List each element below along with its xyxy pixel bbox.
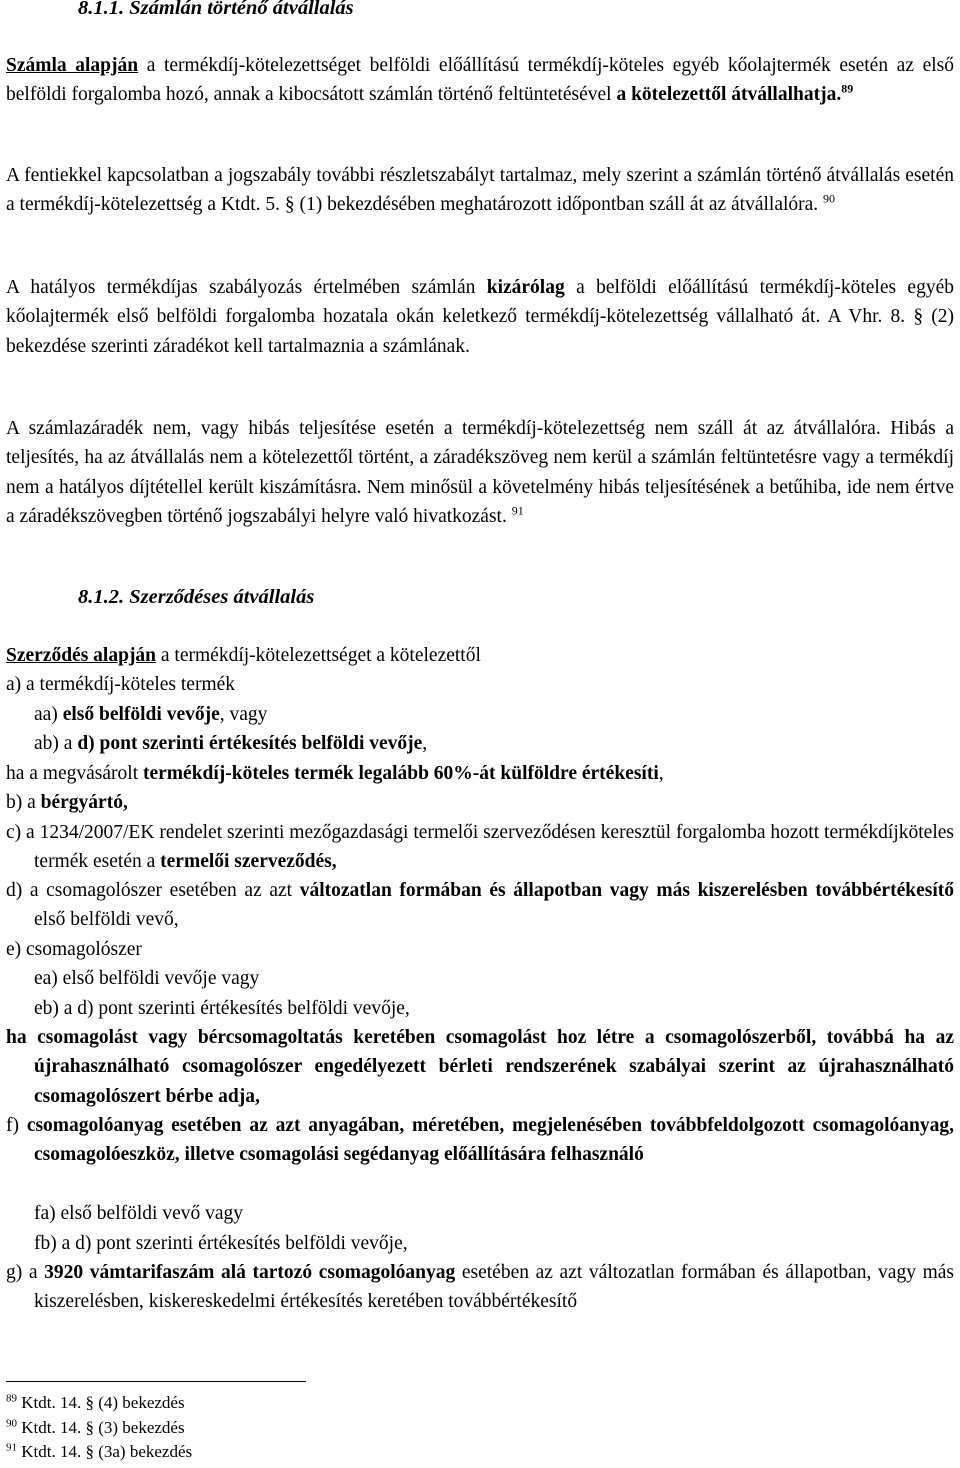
section-number: 8.1.1. [78, 0, 125, 19]
list-item-ha-prefix: ha a megvásárolt [6, 763, 143, 784]
paragraph-bold: a kötelezettől átvállalhatja. [616, 84, 842, 106]
list-item-d-text: d) a csomagolószer esetében az azt [6, 880, 300, 901]
list-item-d-suffix: első belföldi vevő, [34, 909, 179, 931]
footnote-ref-90[interactable]: 90 [823, 191, 836, 206]
paragraph-bold: kizárólag [486, 277, 565, 298]
list-item-aa-bold: első belföldi vevője [62, 704, 220, 725]
list-item-g-prefix: g) a [6, 1262, 45, 1283]
list-item-f-prefix: f) [6, 1115, 27, 1136]
footnote-text: Ktdt. 14. § (3a) bekezdés [21, 1442, 193, 1461]
footnote-ref-89[interactable]: 89 [841, 81, 854, 96]
section-title: Szerződéses átvállalás [129, 586, 315, 608]
list-item-e [6, 935, 142, 964]
list-item-ab-suffix: , [422, 733, 428, 754]
paragraph-text: A fentiekkel kapcsolatban a jogszabály további részletszabályt tartalmaz, mely szerint a számlán történő átvállalás esetén a termékdíj-kötelezettség a Ktdt. 5. § (1) bekezdésében meghatározott időpontban száll át az átvállalóra. [6, 165, 954, 216]
section-heading-8-1-1 [78, 0, 354, 20]
list-item-g-text: esetében az azt változatlan formában és állapotban, vagy más kiszerelésben, kiskereskedelmi értékesítés keretében továbbértékesítő [34, 1262, 954, 1313]
list-item-eb [34, 994, 410, 1023]
footnote-89 [6, 1391, 185, 1414]
paragraph-text: A hatályos termékdíjas szabályozás értelmében számlán [6, 277, 487, 298]
list-item-fa-text: fa) első belföldi vevő vagy [34, 1203, 244, 1224]
list-intro [6, 641, 481, 670]
list-item-c [6, 818, 954, 877]
list-item-b-prefix: b) a [6, 792, 41, 813]
footnote-number: 89 [6, 1392, 17, 1405]
footnote-number: 90 [6, 1417, 17, 1430]
list-item-e-ha [6, 1023, 954, 1111]
list-item-aa-prefix: aa) [34, 704, 63, 725]
list-item-c-text: c) a 1234/2007/EK rendelet szerinti mezőgazdasági termelői szerveződésen keresztül forgalomba hozott termékdíjköteles termék esetén a [6, 822, 954, 873]
list-item-ab [34, 729, 427, 758]
section-number: 8.1.2. [78, 586, 125, 608]
section-heading-8-1-2 [78, 586, 314, 609]
list-item-b [6, 788, 128, 817]
list-item-d [6, 876, 954, 935]
paragraph-3 [6, 273, 954, 361]
footnote-text: Ktdt. 14. § (3) bekezdés [21, 1418, 185, 1437]
list-item-ha-suffix: , [658, 763, 664, 784]
list-item-a-text: a) a termékdíj-köteles termék [6, 674, 236, 695]
list-item-ea-text: ea) első belföldi vevője vagy [34, 968, 260, 989]
list-item-b-bold: bérgyártó, [40, 792, 128, 813]
list-item-g [6, 1258, 954, 1317]
list-item-ab-bold: d) pont szerinti értékesítés belföldi vevője [77, 733, 423, 754]
list-item-ha [6, 759, 664, 788]
list-item-fb [34, 1229, 408, 1258]
section-title: Számlán történő átvállalás [129, 0, 354, 19]
paragraph-2 [6, 161, 954, 220]
list-item-f [6, 1111, 954, 1170]
list-item-e-text: e) csomagolószer [6, 939, 142, 960]
paragraph-1 [6, 51, 954, 110]
list-item-d-bold: változatlan formában és állapotban vagy más kiszerelésben továbbértékesítő [299, 880, 954, 901]
footnote-91 [6, 1440, 192, 1463]
list-intro-text: a termékdíj-kötelezettséget a kötelezettől [156, 645, 481, 666]
list-item-aa-suffix: , vagy [219, 704, 268, 725]
footnote-90 [6, 1416, 185, 1439]
list-item-f-bold: csomagolóanyag esetében az azt anyagában, méretében, megjelenésében továbbfeldolgozott csomagolóanyag, csomagolóeszköz, illetve csomagolási segédanyag előállítására felhasználó [26, 1115, 954, 1166]
footnote-number: 91 [6, 1441, 17, 1454]
paragraph-lead: Számla alapján [6, 55, 139, 76]
footnote-ref-91[interactable]: 91 [511, 503, 524, 518]
list-item-aa [34, 700, 267, 729]
list-item-fa [34, 1199, 243, 1228]
paragraph-4 [6, 414, 954, 532]
footnote-text: Ktdt. 14. § (4) bekezdés [21, 1393, 185, 1412]
list-intro-bold: Szerződés alapján [6, 645, 157, 666]
list-item-e-ha-text: ha csomagolást vagy bércsomagoltatás keretében csomagolást hoz létre a csomagolószerből, továbbá ha az újrahasználható csomagolószer engedélyezett bérleti rendszerének szabályai szerint az újrahasználható csomagolószert bérbe adja, [6, 1027, 954, 1107]
list-item-c-bold: termelői szerveződés, [160, 851, 337, 873]
paragraph-text: a termékdíj-kötelezettséget belföldi előállítású termékdíj-köteles egyéb kőolajtermék esetén az első belföldi forgalomba hozó, annak a kibocsátott számlán történő feltüntetésével [6, 55, 954, 106]
list-item-fb-text: fb) a d) pont szerinti értékesítés belföldi vevője, [34, 1233, 408, 1254]
paragraph-text-cont: a belföldi előállítású termékdíj-köteles egyéb kőolajtermék első belföldi forgalomba hozatala okán keletkező termékdíj-kötelezettség vállalható át. A Vhr. 8. § (2) bekezdése szerinti záradékot kell tartalmaznia a számlának. [6, 277, 954, 357]
list-item-a [6, 670, 235, 699]
list-item-ab-prefix: ab) a [34, 733, 78, 754]
list-item-eb-text: eb) a d) pont szerinti értékesítés belföldi vevője, [34, 998, 410, 1019]
footnote-separator [6, 1381, 306, 1382]
list-item-ha-bold: termékdíj-köteles termék legalább 60%-át külföldre értékesíti [143, 763, 659, 784]
list-item-ea [34, 964, 259, 993]
list-item-g-bold: 3920 vámtarifaszám alá tartozó csomagolóanyag [44, 1262, 456, 1283]
paragraph-text: A számlazáradék nem, vagy hibás teljesítése esetén a termékdíj-kötelezettség nem száll át az átvállalóra. Hibás a teljesítés, ha az átvállalás nem a kötelezettől történt, a záradékszöveg nem kerül a számlán feltüntetésre vagy a termékdíj nem a hatályos díjtétellel került kiszámításra. Nem minősül a követelmény hibás teljesítésének a betűhiba, ide nem értve a záradékszövegben történő jogszabályi helyre való hivatkozást. [6, 418, 954, 528]
